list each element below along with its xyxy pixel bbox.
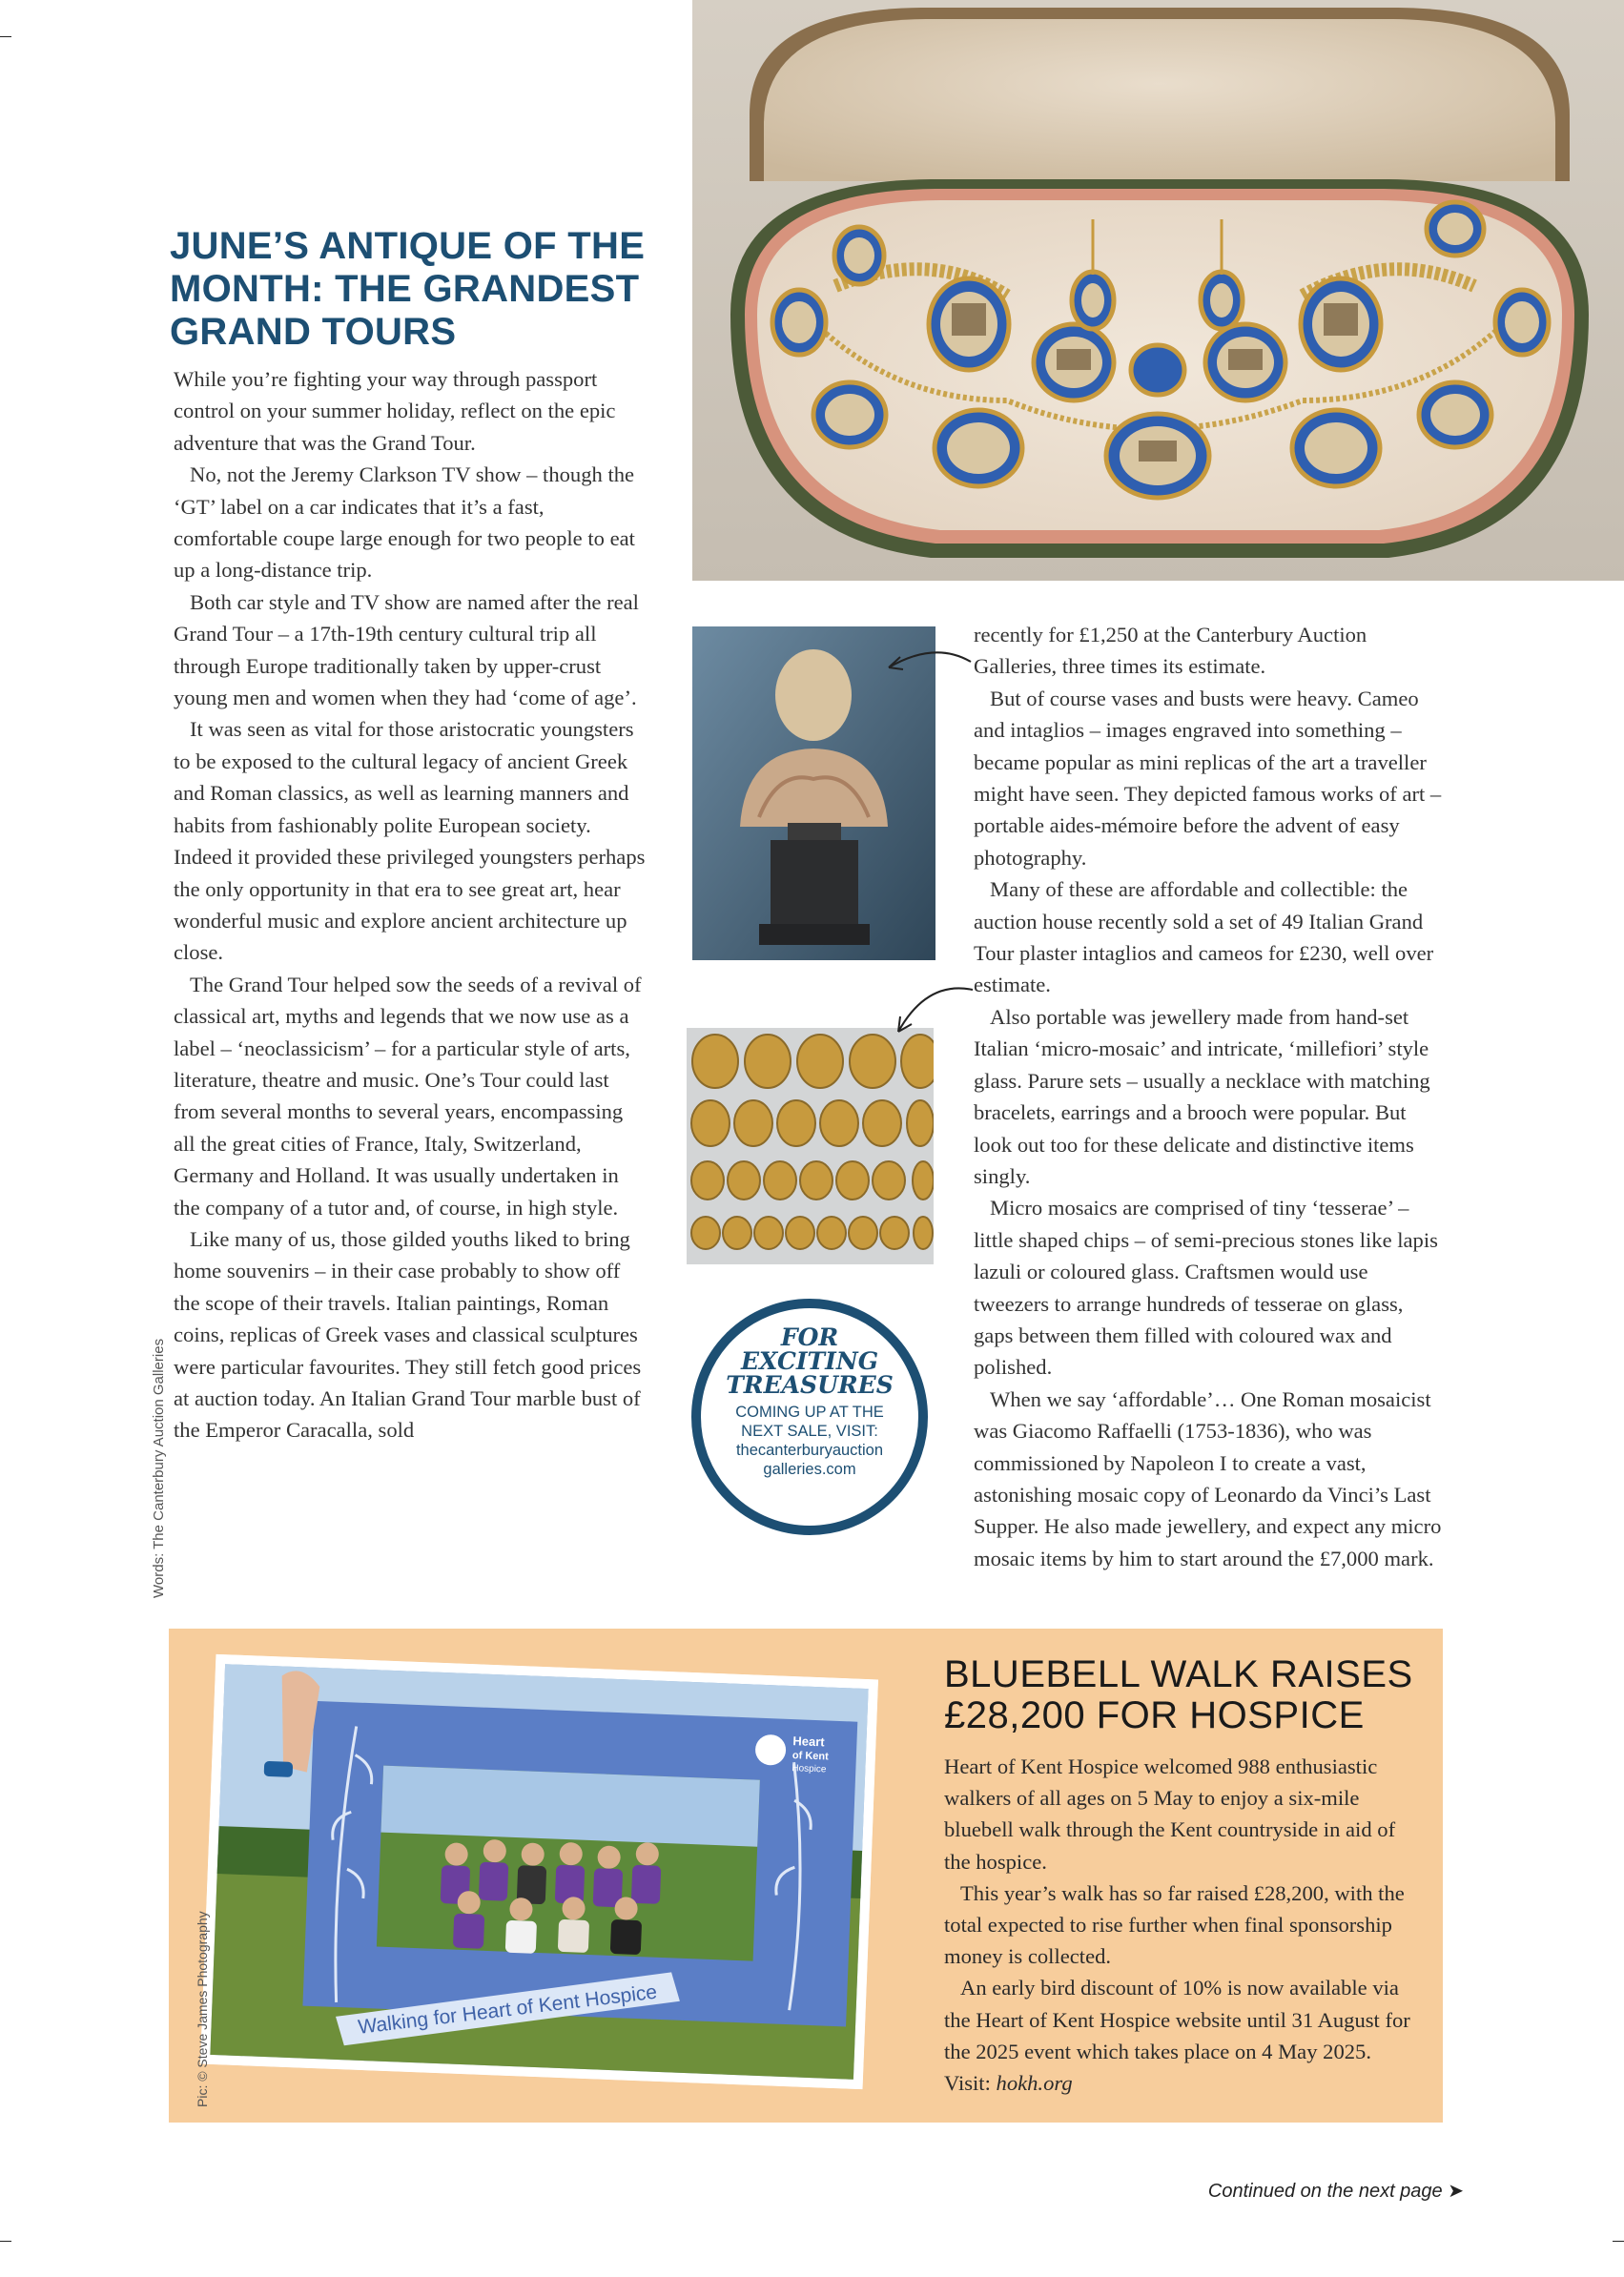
badge-url[interactable]: galleries.com <box>763 1461 856 1478</box>
article-right-column <box>974 619 1446 1574</box>
arrow-to-bust <box>877 641 973 688</box>
paragraph: But of course vases and busts were heavy. Cameo and intaglios – images engraved into something – became popular as mini replicas of the art a traveller might have seen. They depicted famous works of art – portable aides-mémoire before the advent of easy photography. <box>974 686 1442 870</box>
paragraph: This year’s walk has so far raised £28,200, with the total expected to rise further when final sponsorship money is collected. <box>944 1880 1405 1969</box>
wristwatch <box>264 1761 294 1777</box>
paragraph: Like many of us, those gilded youths liked to bring home souvenirs – in their case probably to show off the scope of their travels. Italian paintings, Roman coins, replicas of Greek vases and classical sculptures were particular favourites. They still fetch good prices at auction today. An Italian Grand Tour marble bust of the Emperor Caracalla, sold <box>174 1226 642 1443</box>
title-line: BLUEBELL WALK RAISES <box>944 1653 1413 1695</box>
crop-mark <box>0 2241 11 2242</box>
badge-url[interactable]: thecanterburyauction <box>735 1442 884 1459</box>
article-left-column <box>174 363 648 1446</box>
badge-text: TREASURES <box>726 1371 894 1399</box>
paragraph-text: An early bird discount of 10% is now available via the Heart of Kent Hospice website until 31 August for the 2025 event which takes place on 4 May 2025. Visit: <box>944 1976 1410 2096</box>
words-credit: Words: The Canterbury Auction Galleries <box>151 1338 167 1598</box>
continued-next-page[interactable]: Continued on the next page ➤ <box>1207 2181 1464 2202</box>
photo-credit: Pic: © Steve James Photography <box>195 1911 210 2107</box>
article-title <box>170 225 666 354</box>
intaglios-photo <box>687 1028 934 1264</box>
paragraph: recently for £1,250 at the Canterbury Auction Galleries, three times its estimate. <box>974 623 1367 679</box>
hokh-link[interactable]: hokh.org <box>996 2071 1073 2096</box>
badge-text: FOR <box>780 1323 839 1351</box>
title-line: JUNE’S ANTIQUE OF THE <box>170 225 646 267</box>
micro-mosaic-parure-photo <box>692 0 1624 581</box>
title-line: £28,200 FOR HOSPICE <box>944 1694 1365 1736</box>
crop-mark <box>1613 2241 1624 2242</box>
paragraph: Also portable was jewellery made from hand-set Italian ‘micro-mosaic’ and intricate, ‘millefiori’ style glass. Parure sets – usually a necklace with matching bracelets, earrings and a brooch were popular. But look out too for these delicate and distinctive items singly. <box>974 1004 1430 1188</box>
hospice-logo-text: of Kent <box>791 1750 829 1763</box>
title-line: GRAND TOURS <box>170 311 457 353</box>
badge-text: NEXT SALE, VISIT: <box>741 1423 878 1440</box>
bluebell-title <box>944 1654 1421 1736</box>
paragraph: Heart of Kent Hospice welcomed 988 enthusiastic walkers of all ages on 5 May to enjoy a six-mile bluebell walk through the Kent countryside in aid of the hospice. <box>944 1754 1396 1874</box>
arrow-to-intaglios <box>889 973 975 1041</box>
paragraph: Many of these are affordable and collectible: the auction house recently sold a set of 49 Italian Grand Tour plaster intaglios and cameos for £230, well over estimate. <box>974 877 1434 997</box>
title-line: MONTH: THE GRANDEST <box>170 268 640 310</box>
paragraph: Both car style and TV show are named after the real Grand Tour – a 17th-19th century cultural trip all through Europe traditionally taken by upper-crust young men and women when they had ‘come of age’. <box>174 589 639 710</box>
paragraph: The Grand Tour helped sow the seeds of a revival of classical art, myths and legends that we now use as a label – ‘neoclassicism’ – for a particular style of arts, literature, theatre and music. One’s Tour could last from several months to several years, encompassing all the great cities of France, Italy, Switzerland, Germany and Holland. It was usually undertaken in the company of a tutor and, of course, in high style. <box>174 972 642 1220</box>
bluebell-body <box>944 1751 1421 2099</box>
crop-mark <box>0 36 11 37</box>
bluebell-walk-photo <box>200 1654 878 2089</box>
paragraph: No, not the Jeremy Clarkson TV show – though the ‘GT’ label on a car indicates that it’s a fast, comfortable coupe large enough for two people to eat up a long-distance trip. <box>174 462 635 583</box>
hospice-logo-text: Heart <box>792 1733 825 1750</box>
paragraph: While you’re fighting your way through passport control on your summer holiday, reflect on the epic adventure that was the Grand Tour. <box>174 367 616 455</box>
paragraph: When we say ‘affordable’… One Roman mosaicist was Giacomo Raffaelli (1753-1836), who was commissioned by Napoleon I to create a vast, astonishing mosaic copy of Leonardo da Vinci’s Last Supper. He also made jewellery, and expect any micro mosaic items by him to start around the £7,000 mark. <box>974 1386 1442 1570</box>
paragraph <box>944 1972 1421 2099</box>
auction-promo-badge[interactable] <box>691 1299 928 1535</box>
badge-text: EXCITING <box>740 1347 879 1375</box>
frame-caption: Walking for Heart of Kent Hospice <box>357 1980 659 2039</box>
paragraph: Micro mosaics are comprised of tiny ‘tesserae’ – little shaped chips – of semi-precious stones like lapis lazuli or coloured glass. Craftsmen would use tweezers to arrange hundreds of tesserae on glass, gaps between them filled with coloured wax and polished. <box>974 1196 1438 1380</box>
paragraph: It was seen as vital for those aristocratic youngsters to be exposed to the cultural legacy of ancient Greek and Roman classics, as well as learning manners and habits from fashionably polite European society. Indeed it provided these privileged youngsters perhaps the only opportunity in that era to see great art, hear wonderful music and explore ancient architecture up close. <box>174 717 646 965</box>
badge-text: COMING UP AT THE <box>735 1404 884 1421</box>
hospice-logo-text: Hospice <box>791 1763 827 1775</box>
